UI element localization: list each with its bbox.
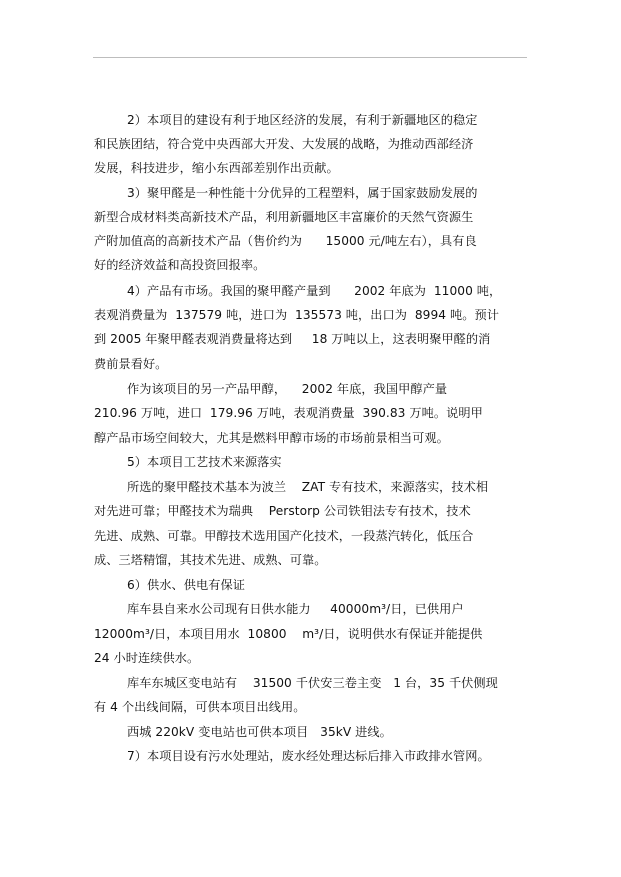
paragraph-line: 4）产品有市场。我国的聚甲醛产量到 2002 年底为 11000 吨，	[127, 284, 502, 298]
header-rule	[93, 57, 527, 58]
paragraph-line: 表观消费量为 137579 吨，进口为 135573 吨，出口为 8994 吨。预计	[94, 308, 499, 322]
paragraph-line: 12000m³/日，本项目用水 10800 m³/日，说明供水有保证并能提供	[94, 627, 483, 641]
paragraph-line: 库车东城区变电站有 31500 千伏安三卷主变 1 台，35 千伏侧现	[127, 676, 498, 690]
section-heading: 6）供水、供电有保证	[127, 578, 245, 592]
paragraph-line: 210.96 万吨，进口 179.96 万吨，表观消费量 390.83 万吨。说明甲	[94, 406, 483, 420]
paragraph-line: 作为该项目的另一产品甲醇， 2002 年底，我国甲醇产量	[127, 382, 448, 396]
section-heading: 5）本项目工艺技术来源落实	[127, 455, 282, 469]
paragraph-line: 先进、成熟、可靠。甲醇技术选用国产化技术，一段蒸汽转化，低压合	[94, 529, 474, 543]
paragraph-line: 24 小时连续供水。	[94, 651, 200, 665]
paragraph-line: 西城 220kV 变电站也可供本项目 35kV 进线。	[127, 725, 392, 739]
paragraph-line: 到 2005 年聚甲醛表观消费量将达到 18 万吨以上，这表明聚甲醛的消	[94, 332, 491, 346]
paragraph-line: 对先进可靠；甲醛技术为瑞典 Perstorp 公司铁钼法专有技术，技术	[94, 504, 471, 518]
paragraph-line: 发展，科技进步，缩小东西部差别作出贡献。	[94, 161, 339, 175]
paragraph-line: 所选的聚甲醛技术基本为波兰 ZAT 专有技术，来源落实，技术相	[127, 480, 489, 494]
paragraph-line: 醇产品市场空间较大，尤其是燃料甲醇市场的市场前景相当可观。	[94, 431, 449, 445]
paragraph-line: 有 4 个出线间隔，可供本项目出线用。	[94, 700, 306, 714]
paragraph-line: 2）本项目的建设有利于地区经济的发展，有利于新疆地区的稳定	[127, 113, 478, 127]
paragraph-line: 新型合成材料类高新技术产品，利用新疆地区丰富廉价的天然气资源生	[94, 210, 474, 224]
paragraph-line: 成、三塔精馏，其技术先进、成熟、可靠。	[94, 553, 327, 567]
paragraph-line: 7）本项目设有污水处理站，废水经处理达标后排入市政排水管网。	[127, 749, 490, 763]
paragraph-line: 库车县自来水公司现有日供水能力 40000m³/日，已供用户	[127, 602, 464, 616]
paragraph-line: 费前景看好。	[94, 357, 168, 371]
paragraph-line: 3）聚甲醛是一种性能十分优异的工程塑料，属于国家鼓励发展的	[127, 186, 478, 200]
paragraph-line: 好的经济效益和高投资回报率。	[94, 258, 266, 272]
paragraph-line: 和民族团结，符合党中央西部大开发、大发展的战略，为推动西部经济	[94, 137, 474, 151]
paragraph-line: 产附加值高的高新技术产品（售价约为 15000 元/吨左右），具有良	[94, 234, 477, 248]
